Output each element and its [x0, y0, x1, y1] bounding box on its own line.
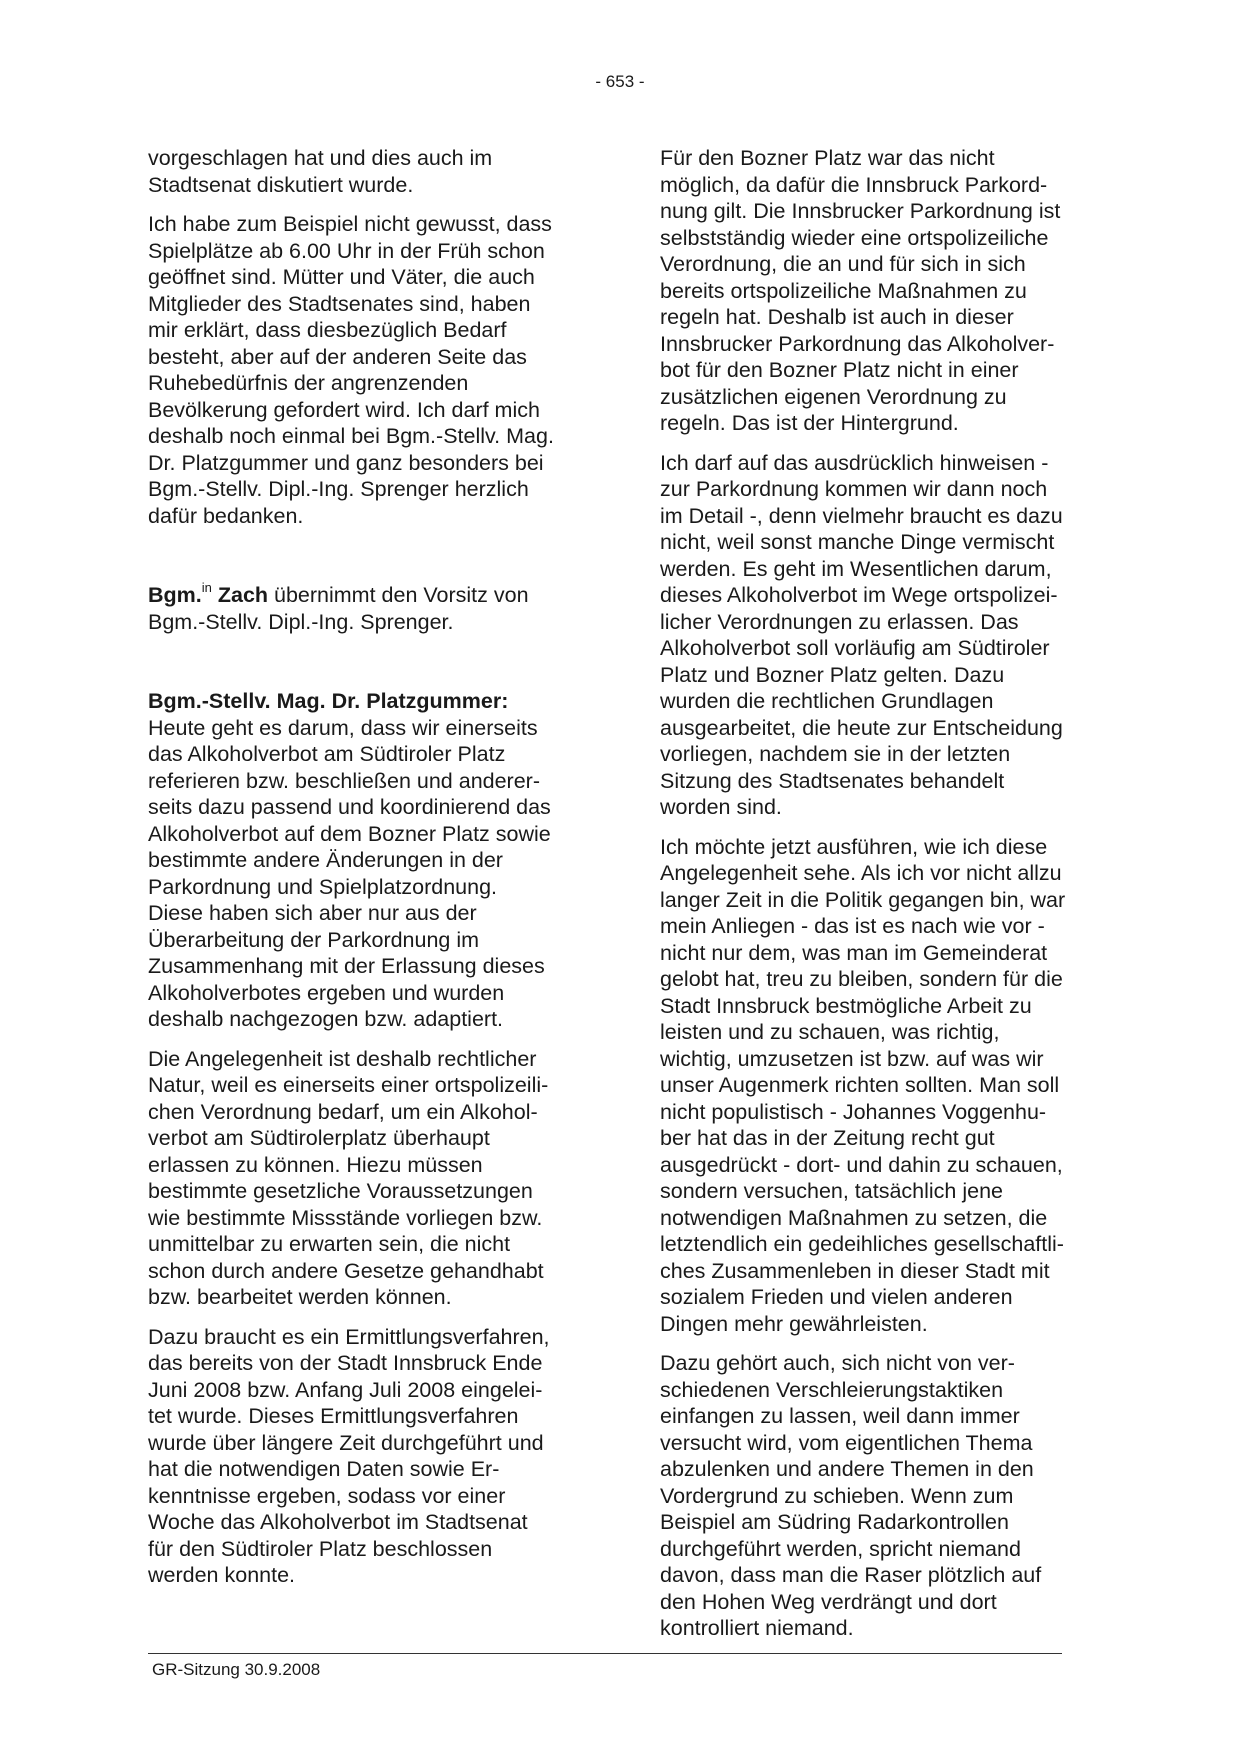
- paragraph: Ich habe zum Beispiel nicht gewusst, dass Spielplätze ab 6.00 Uhr in der Früh schon geöffnet sind. Mütter und Väter, die auch Mitglieder des Stadtsenates sind, haben mir erklärt, dass diesbezüglich Bedarf besteht, aber auf der anderen Seite das Ruhebedürfnis der angrenzenden Bevölkerung gefordert wird. Ich darf mich deshalb noch einmal bei Bgm.-Stellv. Mag. Dr. Platzgummer und ganz besonders bei Bgm.-Stellv. Dipl.-Ing. Sprenger herzlich dafür bedanken.: [148, 212, 554, 528]
- paragraph: Dazu braucht es ein Ermittlungsverfahren, das bereits von der Stadt Innsbruck Ende Juni 2008 bzw. Anfang Juli 2008 eingelei- tet wurde. Dieses Ermittlungsverfahren wurde über längere Zeit durchgeführt und hat die notwendigen Daten sowie Er- kenntnisse ergeben, sodass vor einer Woche das Alkoholverbot im Stadtsenat für den Südtiroler Platz beschlossen werden konnte.: [148, 1324, 550, 1587]
- paragraph: Dazu gehört auch, sich nicht von ver- schiedenen Verschleierungstaktiken einfangen zu lassen, weil dann immer versucht wird, vom eigentlichen Thema abzulenken und andere Themen in den Vordergrund zu schieben. Wenn zum Beispiel am Südring Radarkontrollen durchgeführt werden, spricht niemand davon, dass man die Raser plötzlich auf den Hohen Weg verdrängt und dort kontrolliert niemand.: [660, 1351, 1042, 1640]
- right-column: [660, 145, 1100, 1655]
- page-number: - 653 -: [595, 72, 645, 91]
- chair-name: Zach: [211, 583, 269, 607]
- paragraph: Ich möchte jetzt ausführen, wie ich diese Angelegenheit sehe. Als ich vor nicht allzu langer Zeit in die Politik gegangen bin, war mein Anliegen - das ist es nach wie vor - nicht nur dem, was man im Gemeinderat gelobt hat, treu zu bleiben, sondern für die Stadt Innsbruck bestmögliche Arbeit zu leisten und zu schauen, was richtig, wichtig, umzusetzen ist bzw. auf was wir unser Augenmerk richten sollten. Man soll nicht populistisch - Johannes Voggenhu- ber hat das in der Zeitung recht gut ausgedrückt - dort- und dahin zu schauen, sondern versuchen, tatsächlich jene notwendigen Maßnahmen zu setzen, die letztendlich ein gedeihliches gesellschaftli- ches Zusammenleben in dieser Stadt mit sozialem Frieden und vielen anderen Dingen mehr gewährleisten.: [660, 834, 1066, 1336]
- paragraph: vorgeschlagen hat und dies auch im Stadtsenat diskutiert wurde.: [148, 146, 493, 197]
- paragraph: Heute geht es darum, dass wir einerseits das Alkoholverbot am Südtiroler Platz referieren bzw. beschließen und anderer- seits dazu passend und koordinierend das Alkoholverbot auf dem Bozner Platz sowie bestimmte andere Änderungen in der Parkordnung und Spielplatzordnung. Diese haben sich aber nur aus der Überarbeitung der Parkordnung im Zusammenhang mit der Erlassung dieses Alkoholverbotes ergeben und wurden deshalb nachgezogen bzw. adaptiert.: [148, 715, 551, 1031]
- chair-prefix: Bgm.: [148, 583, 202, 607]
- chair-superscript: in: [201, 580, 212, 595]
- paragraph: Die Angelegenheit ist deshalb rechtlicher Natur, weil es einerseits einer ortspolizeili- chen Verordnung bedarf, um ein Alkohol- verbot am Südtirolerplatz überhaupt erlassen zu können. Hiezu müssen bestimmte gesetzliche Voraussetzungen wie bestimmte Missstände vorliegen bzw. unmittelbar zu erwarten sein, die nicht schon durch andere Gesetze gehandhabt bzw. bearbeitet werden können.: [148, 1046, 549, 1309]
- speaker-name: Bgm.-Stellv. Mag. Dr. Platzgummer:: [148, 689, 509, 713]
- left-column: [148, 145, 588, 1602]
- footer-session-date: GR-Sitzung 30.9.2008: [152, 1660, 321, 1679]
- paragraph: Ich darf auf das ausdrücklich hinweisen - zur Parkordnung kommen wir dann noch im Detail -, denn vielmehr braucht es dazu nicht, weil sonst manche Dinge vermischt werden. Es geht im Wesentlichen darum, dieses Alkoholverbot im Wege ortspolizei- licher Verordnungen zu erlassen. Das Alkoholverbot soll vorläufig am Südtiroler Platz und Bozner Platz gelten. Dazu wurden die rechtlichen Grundlagen ausgearbeitet, die heute zur Entscheidung vorliegen, nachdem sie in der letzten Sitzung des Stadtsenates behandelt worden sind.: [660, 450, 1063, 819]
- footer-divider: [148, 1653, 1062, 1654]
- chair-text: übernimmt den Vorsitz von Bgm.-Stellv. Dipl.-Ing. Sprenger.: [148, 583, 529, 634]
- chair-change-note: [148, 582, 588, 635]
- paragraph: Für den Bozner Platz war das nicht möglich, da dafür die Innsbruck Parkord- nung gilt. Die Innsbrucker Parkordnung ist selbstständig wieder eine ortspolizeiliche Verordnung, die an und für sich in sich bereits ortspolizeiliche Maßnahmen zu regeln hat. Deshalb ist auch in dieser Innsbrucker Parkordnung das Alkoholver- bot für den Bozner Platz nicht in einer zusätzlichen eigenen Verordnung zu regeln. Das ist der Hintergrund.: [660, 146, 1061, 435]
